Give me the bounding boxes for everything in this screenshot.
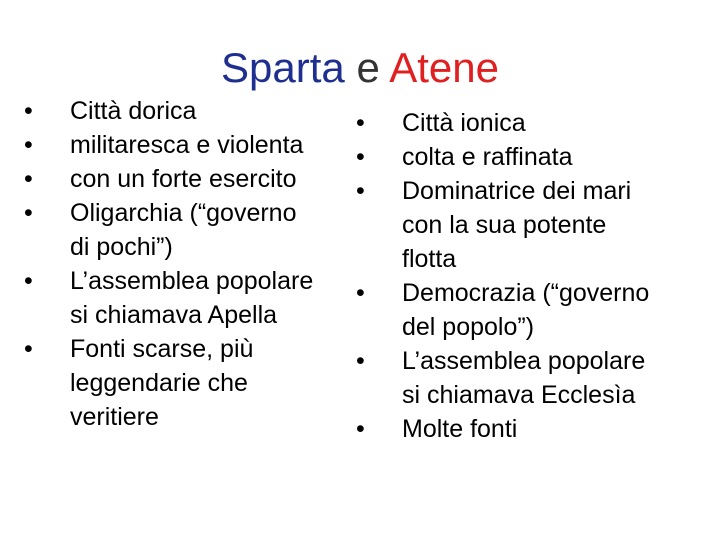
item-text: di pochi”) [70,233,173,261]
item-text: Democrazia (“governo [402,279,650,307]
list-item [24,264,342,332]
item-text: si chiamava Apella [70,301,278,329]
list-item [356,140,686,174]
list-item [356,344,686,412]
item-text: Città ionica [402,109,526,137]
title-conjunction: e [356,44,380,91]
bullet-icon: • [24,97,33,125]
item-text: colta e raffinata [402,143,573,171]
item-text: L’assemblea popolare [402,347,646,375]
list-item [24,196,342,264]
bullet-icon: • [356,347,365,375]
title-sparta: Sparta [221,44,345,91]
bullet-icon: • [356,143,365,171]
item-text: leggendarie che [70,369,248,397]
item-text: si chiamava Ecclesìa [402,381,636,409]
list-item [24,128,342,162]
list-item [24,162,342,196]
atene-list [356,106,686,446]
sparta-list [24,94,342,434]
list-item [24,94,342,128]
bullet-icon: • [24,335,33,363]
bullet-icon: • [24,165,33,193]
item-text: Oligarchia (“governo [70,199,297,227]
item-text: militaresca e violenta [70,131,304,159]
item-text: Fonti scarse, più [70,335,254,363]
item-text: con un forte esercito [70,165,297,193]
item-text: del popolo”) [402,313,535,341]
item-text: veritiere [70,403,159,431]
item-text: con la sua potente [402,211,607,239]
bullet-icon: • [356,279,365,307]
bullet-icon: • [356,109,365,137]
item-text: L’assemblea popolare [70,267,314,295]
bullet-icon: • [356,415,365,443]
item-text: Città dorica [70,97,197,125]
slide-title [0,38,720,98]
item-text: flotta [402,245,457,273]
bullet-icon: • [24,199,33,227]
bullet-icon: • [24,131,33,159]
list-item [356,276,686,344]
list-item [356,412,686,446]
title-atene: Atene [389,44,499,91]
list-item [356,106,686,140]
item-text: Dominatrice dei mari [402,177,632,205]
list-item [356,174,686,276]
list-item [24,332,342,434]
bullet-icon: • [356,177,365,205]
bullet-icon: • [24,267,33,295]
item-text: Molte fonti [402,415,518,443]
